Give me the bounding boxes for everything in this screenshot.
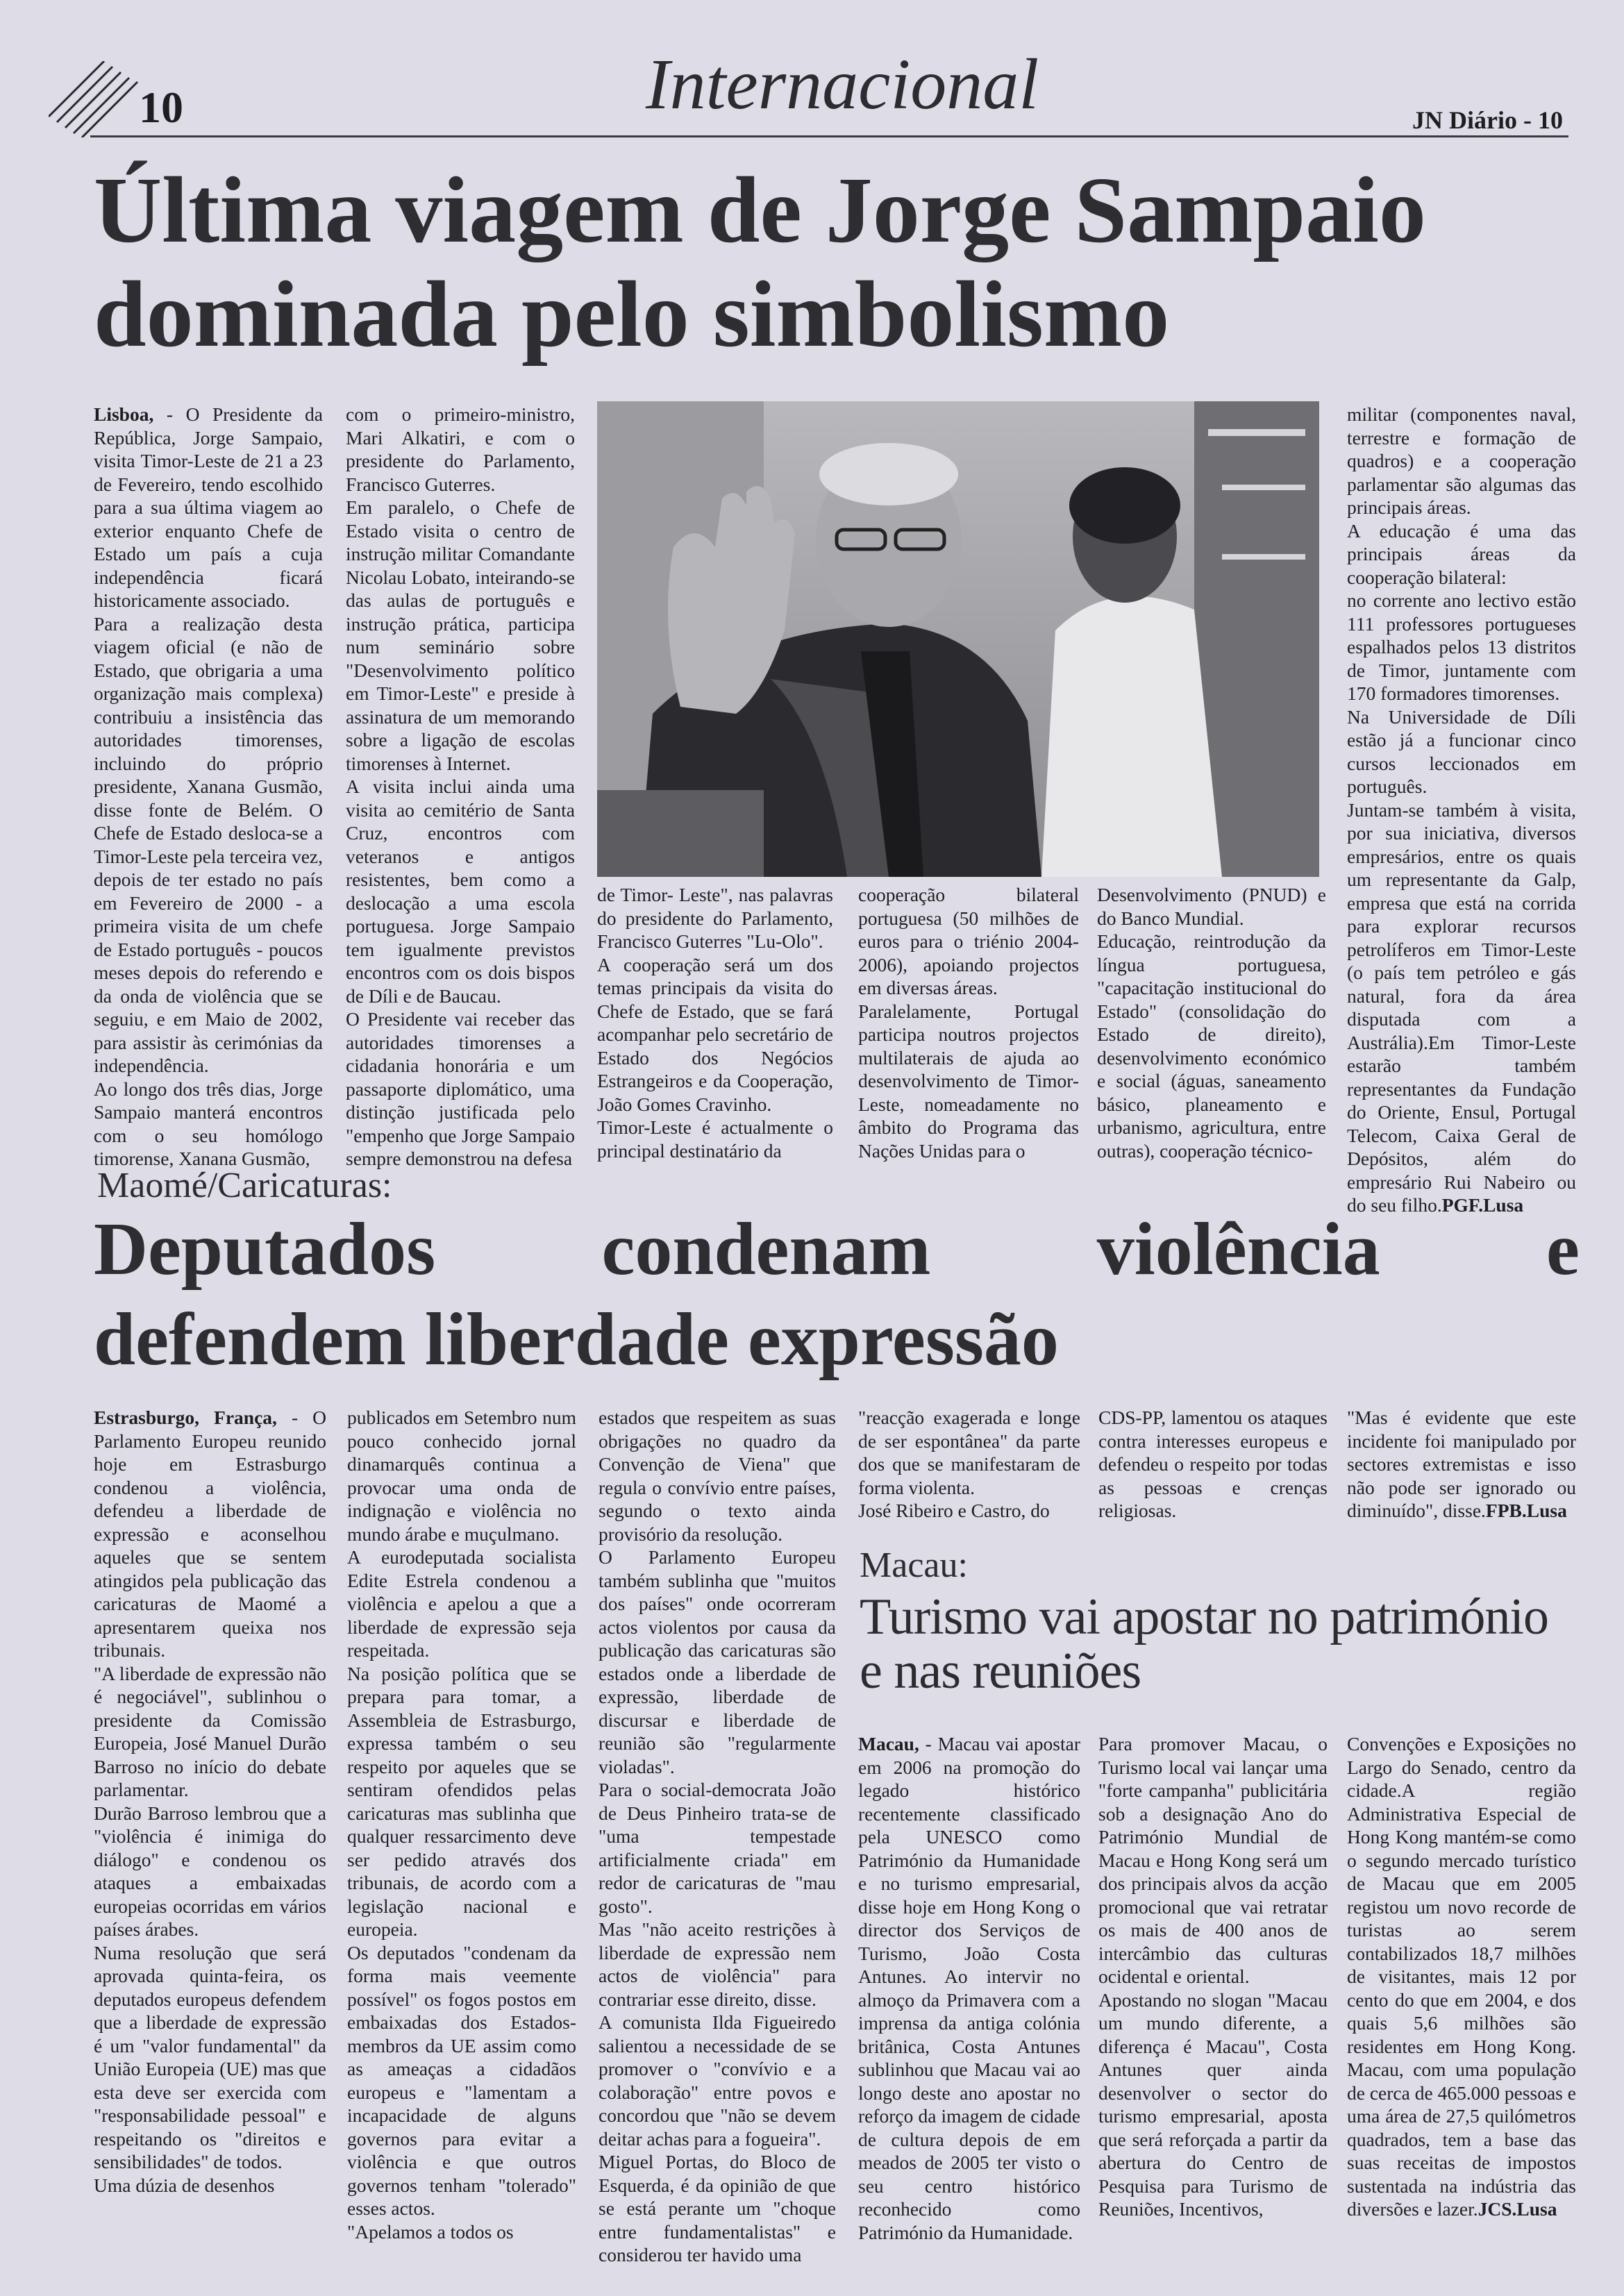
paragraph: Educação, reintrodução da língua portuguesa, "capacitação institucional do Estado" (consolidação do Estado de direito), desenvolvimento económico e social (águas, saneamento básico, planeamento e urbanismo, agricultura, entre outras), cooperação técnico- [1097,930,1326,1162]
paragraph: Os deputados "condenam da forma mais veemente possível" os fogos postos em embaixadas dos Estados-membros da UE assim como as ameaças a cidadãos europeus e "lamentam a incapacidade de alguns governos para evitar a violência e que outros governos tenham "tolerado" esses actos. [347,1941,576,2219]
paragraph: A visita inclui ainda uma visita ao cemitério de Santa Cruz, encontros com veteranos e antigos resistentes, bem como a deslocação a uma escola portuguesa. Jorge Sampaio tem igualmente previstos encontros com os dois bispos de Díli e de Baucau. [346,776,575,1007]
paragraph: A comunista Ilda Figueiredo salientou a necessidade de se promover o "convívio e a colaboração" entre povos e concordou que "não se devem deitar achas para a fogueira". [598,2011,836,2150]
kicker-caricaturas: Maomé/Caricaturas: [97,1166,392,1205]
paragraph: Mas "não aceito restrições à liberdade de expressão nem actos de violência" para contrariar esse direito, disse. [598,1918,836,2010]
page-number: 10 [139,83,183,132]
paragraph: A educação é uma das principais áreas da cooperação bilateral: [1347,519,1576,588]
paragraph: Ao longo dos três dias, Jorge Sampaio manterá encontros com o seu homólogo timorense, Xanana Gusmão, [94,1078,323,1169]
headline-sampaio: Última viagem de Jorge Sampaio dominada pelo simbolismo [94,158,1426,367]
paragraph: estados que respeitem as suas obrigações no quadro da Convenção de Viena" que regula o convívio entre países, segundo o texto ainda provisório da resolução. [598,1407,836,1545]
paragraph: "A liberdade de expressão não é negociável", sublinhou o presidente da Comissão Europeia, José Manuel Durão Barroso no início do debate parlamentar. [94,1662,326,1800]
paragraph: Em paralelo, o Chefe de Estado visita o centro de instrução militar Comandante Nicolau Lobato, inteirando-se das aulas de português e instrução prática, participa num seminário sobre "Desenvolvimento político em Timor-Leste" e preside à assinatura de um memorando sobre a ligação de escolas timorenses à Internet. [346,496,575,774]
article3-col2 [1098,1732,1328,2221]
section-title: Internacional [646,44,1039,124]
signature: PGF.Lusa [1441,1194,1524,1216]
paragraph: Paralelamente, Portugal participa noutros projectos multilaterais de ajuda ao desenvolvimento de Timor-Leste, nomeadamente no âmbito do Programa das Nações Unidas para o [858,1000,1079,1162]
headline-turismo: Turismo vai apostar no património e nas reuniões [860,1589,1548,1700]
headline-word: condenam [601,1208,931,1291]
headline-word: e [1546,1208,1580,1291]
paragraph: Para a realização desta viagem oficial (e não de Estado, que obrigaria a uma organização mais complexa) contribuiu a insistência das autoridades timorenses, incluindo do próprio presidente, Xanana Gusmão, disse fonte de Belém. O Chefe de Estado desloca-se a Timor-Leste pela terceira vez, depois de ter estado no país em Fevereiro de 2000 - a primeira visita de um chefe de Estado português - poucos meses depois do referendo e da onda de violência que se seguiu, e em Maio de 2002, para assistir às cerimónias da independência. [94,612,323,1076]
article1-col3 [597,883,833,1162]
paragraph: Miguel Portas, do Bloco de Esquerda, é da opinião de que se está perante um "choque entre fundamentalistas" e considerou ter havido uma [598,2151,836,2265]
headline-deputados [94,1205,1580,1385]
article1-col6 [1347,403,1576,1217]
paragraph: Na Universidade de Díli estão já a funcionar cinco cursos leccionados em português. [1347,705,1576,797]
paragraph: militar (componentes naval, terrestre e formação de quadros) e a cooperação parlamentar são algumas das principais áreas. [1347,403,1576,518]
article1-col5 [1097,883,1326,1162]
paragraph: Desenvolvimento (PNUD) e do Banco Mundial. [1097,884,1326,929]
kicker-macau: Macau: [860,1545,968,1585]
paragraph: cooperação bilateral portuguesa (50 milhões de euros para o triénio 2004-2006), apoiando projectos em diversas áreas. [858,884,1079,998]
article1-col4 [858,883,1079,1162]
paragraph: Convenções e Exposições no Largo do Senado, centro da cidade.A região Administrativa Especial de Hong Kong mantém-se como o segundo mercado turístico de Macau que em 2005 registou um novo recorde de turistas ao serem contabilizados 18,7 milhões de visitantes, mais 12 por cento do que em 2004, e dos quais 5,6 milhões são residentes em Hong Kong. Macau, com uma população de cerca de 465.000 pessoas e uma área de 27,5 quilómetros quadrados, tem a base das suas receitas de impostos sustentada na indústria das diversões e lazer. [1347,1733,1576,2220]
paragraph: de Timor- Leste", nas palavras do presidente do Parlamento, Francisco Guterres "Lu-Olo". [597,884,833,952]
paragraph: - O Parlamento Europeu reunido hoje em Estrasburgo condenou a violência, defendeu a liberdade de expressão e aconselhou aqueles que se sentem atingidos pela publicação das caricaturas de Maomé a apresentarem queixa nos tribunais. [94,1407,326,1661]
paragraph: "Mas é evidente que este incidente foi manipulado por sectores extremistas e isso não pode ser ignorado ou diminuído", disse. [1347,1407,1576,1521]
paragraph: Timor-Leste é actualmente o principal destinatário da [597,1116,833,1162]
paragraph: no corrente ano lectivo estão 111 professores portugueses espalhados pelos 13 distritos de Timor, juntamente com 170 formadores timorenses. [1347,589,1576,704]
paragraph: Apostando no slogan "Macau um mundo diferente, a diferença é Macau", Costa Antunes quer ainda desenvolver o sector do turismo empresarial, aposta que será reforçada a partir da abertura do Centro de Pesquisa para Turismo de Reuniões, Incentivos, [1098,1988,1328,2220]
signature: FPB.Lusa [1485,1500,1567,1521]
paragraph: - O Presidente da República, Jorge Sampaio, visita Timor-Leste de 21 a 23 de Fevereiro, tendo escolhido para a sua última viagem ao exterior enquanto Chefe de Estado um país a cuja independência ficará historicamente associado. [94,403,323,611]
article2-col3 [598,1406,836,2267]
dateline: Estrasburgo, França, [94,1407,277,1428]
paragraph: Juntam-se também à visita, por sua iniciativa, diversos empresários, entre os quais um representante da Galp, empresa que está na corrida para explorar recursos petrolíferos em Timor-Leste (o país tem petróleo e gás natural, fora da área disputada com a Austrália).Em Timor-Leste estarão também representantes da Fundação do Oriente, Ensul, Portugal Telecom, Caixa Geral de Depósitos, além do empresário Rui Nabeiro ou do seu filho. [1347,798,1576,1216]
paragraph: O Parlamento Europeu também sublinha que "muitos dos países" onde ocorreram actos violentos por causa da publicação das caricaturas são estados onde a liberdade de expressão, liberdade de discursar e liberdade de reunião são "regularmente violadas". [598,1546,836,1777]
paragraph: CDS-PP, lamentou os ataques contra interesses europeus e defendeu o respeito por todas as pessoas e crenças religiosas. [1098,1407,1328,1521]
headline-line2: defendem liberdade expressão [94,1298,1059,1381]
dateline: Lisboa, [94,403,154,425]
article2-col6 [1347,1406,1576,1523]
paragraph: "Apelamos a todos os [347,2220,514,2243]
paragraph: "reacção exagerada e longe de ser espontânea" da parte dos que se manifestaram de forma violenta. [858,1407,1080,1498]
headline-word: Deputados [94,1208,436,1291]
paragraph: José Ribeiro e Castro, do [858,1500,1050,1521]
article1-col2 [346,403,575,1171]
paragraph: A eurodeputada socialista Edite Estrela condenou a violência e apelou a que a liberdade de expressão seja respeitada. [347,1546,576,1661]
paragraph: - Macau vai apostar em 2006 na promoção do legado histórico recentemente classificado pela UNESCO como Património da Humanidade e no turismo empresarial, disse hoje em Hong Kong o director dos Serviços de Turismo, João Costa Antunes. Ao intervir no almoço da Primavera com a imprensa da antiga colónia britânica, Costa Antunes sublinhou que Macau vai ao longo deste ano apostar no reforço da imagem de cidade de cultura depois de em meados de 2005 ter visto o seu centro histórico reconhecido como Património da Humanidade. [858,1733,1080,2243]
article3-col1 [858,1732,1080,2244]
photo-sampaio-waving [597,401,1319,877]
paragraph: Na posição política que se prepara para tomar, a Assembleia de Estrasburgo, expressa também o seu respeito por aqueles que se sentiram ofendidos pelas caricaturas mas sublinha que qualquer ressarcimento deve ser pedido através dos tribunais, de acordo com a legislação nacional e europeia. [347,1662,576,1940]
article2-col5 [1098,1406,1328,1523]
article2-col2 [347,1406,576,2243]
paragraph: Para o social-democrata João de Deus Pinheiro trata-se de "uma tempestade artificialmente criada" em redor de caricaturas de "mau gosto". [598,1779,836,1917]
article1-col1 [94,403,323,1171]
paragraph: publicados em Setembro num pouco conhecido jornal dinamarquês continua a provocar uma onda de indignação e violência no mundo árabe e muçulmano. [347,1407,576,1545]
headline-word: violência [1096,1208,1380,1291]
paragraph: Numa resolução que será aprovada quinta-feira, os deputados europeus defendem que a liberdade de expressão é um "valor fundamental" da União Europeia (UE) mas que esta deve ser exercida com "responsabilidade pessoal" e respeitando os "direitos e sensibilidades" de todos. [94,1941,326,2172]
article3-col3 [1347,1732,1576,2221]
paragraph: com o primeiro-ministro, Mari Alkatiri, e com o presidente do Parlamento, Francisco Guterres. [346,403,575,495]
article2-col4 [858,1406,1080,1523]
edition-label: JN Diário - 10 [1412,106,1563,134]
stripes-ornament [49,61,146,137]
photo-illustration [597,401,1319,877]
paragraph: Para promover Macau, o Turismo local vai lançar uma "forte campanha" publicitária sob a designação Ano do Património Mundial de Macau e Hong Kong será um dos principais alvos da acção promocional que vai retratar os mais de 400 anos de intercâmbio das culturas ocidental e oriental. [1098,1733,1328,1987]
article2-col1 [94,1406,326,2197]
header-rule [90,135,1568,137]
paragraph: Durão Barroso lembrou que a "violência é inimiga do diálogo" e condenou os ataques a embaixadas europeias ocorridas em vários países árabes. [94,1802,326,1940]
paragraph: Uma dúzia de desenhos [94,2174,275,2196]
paragraph: A cooperação será um dos temas principais da visita do Chefe de Estado, que se fará acompanhar pelo secretário de Estado dos Negócios Estrangeiros e da Cooperação, João Gomes Cravinho. [597,953,833,1115]
signature: JCS.Lusa [1477,2198,1557,2220]
dateline: Macau, [858,1733,919,1754]
paragraph: O Presidente vai receber das autoridades timorenses a cidadania honorária e um passaporte diplomático, uma distinção justificada pelo "empenho que Jorge Sampaio sempre demonstrou na defesa [346,1008,575,1169]
